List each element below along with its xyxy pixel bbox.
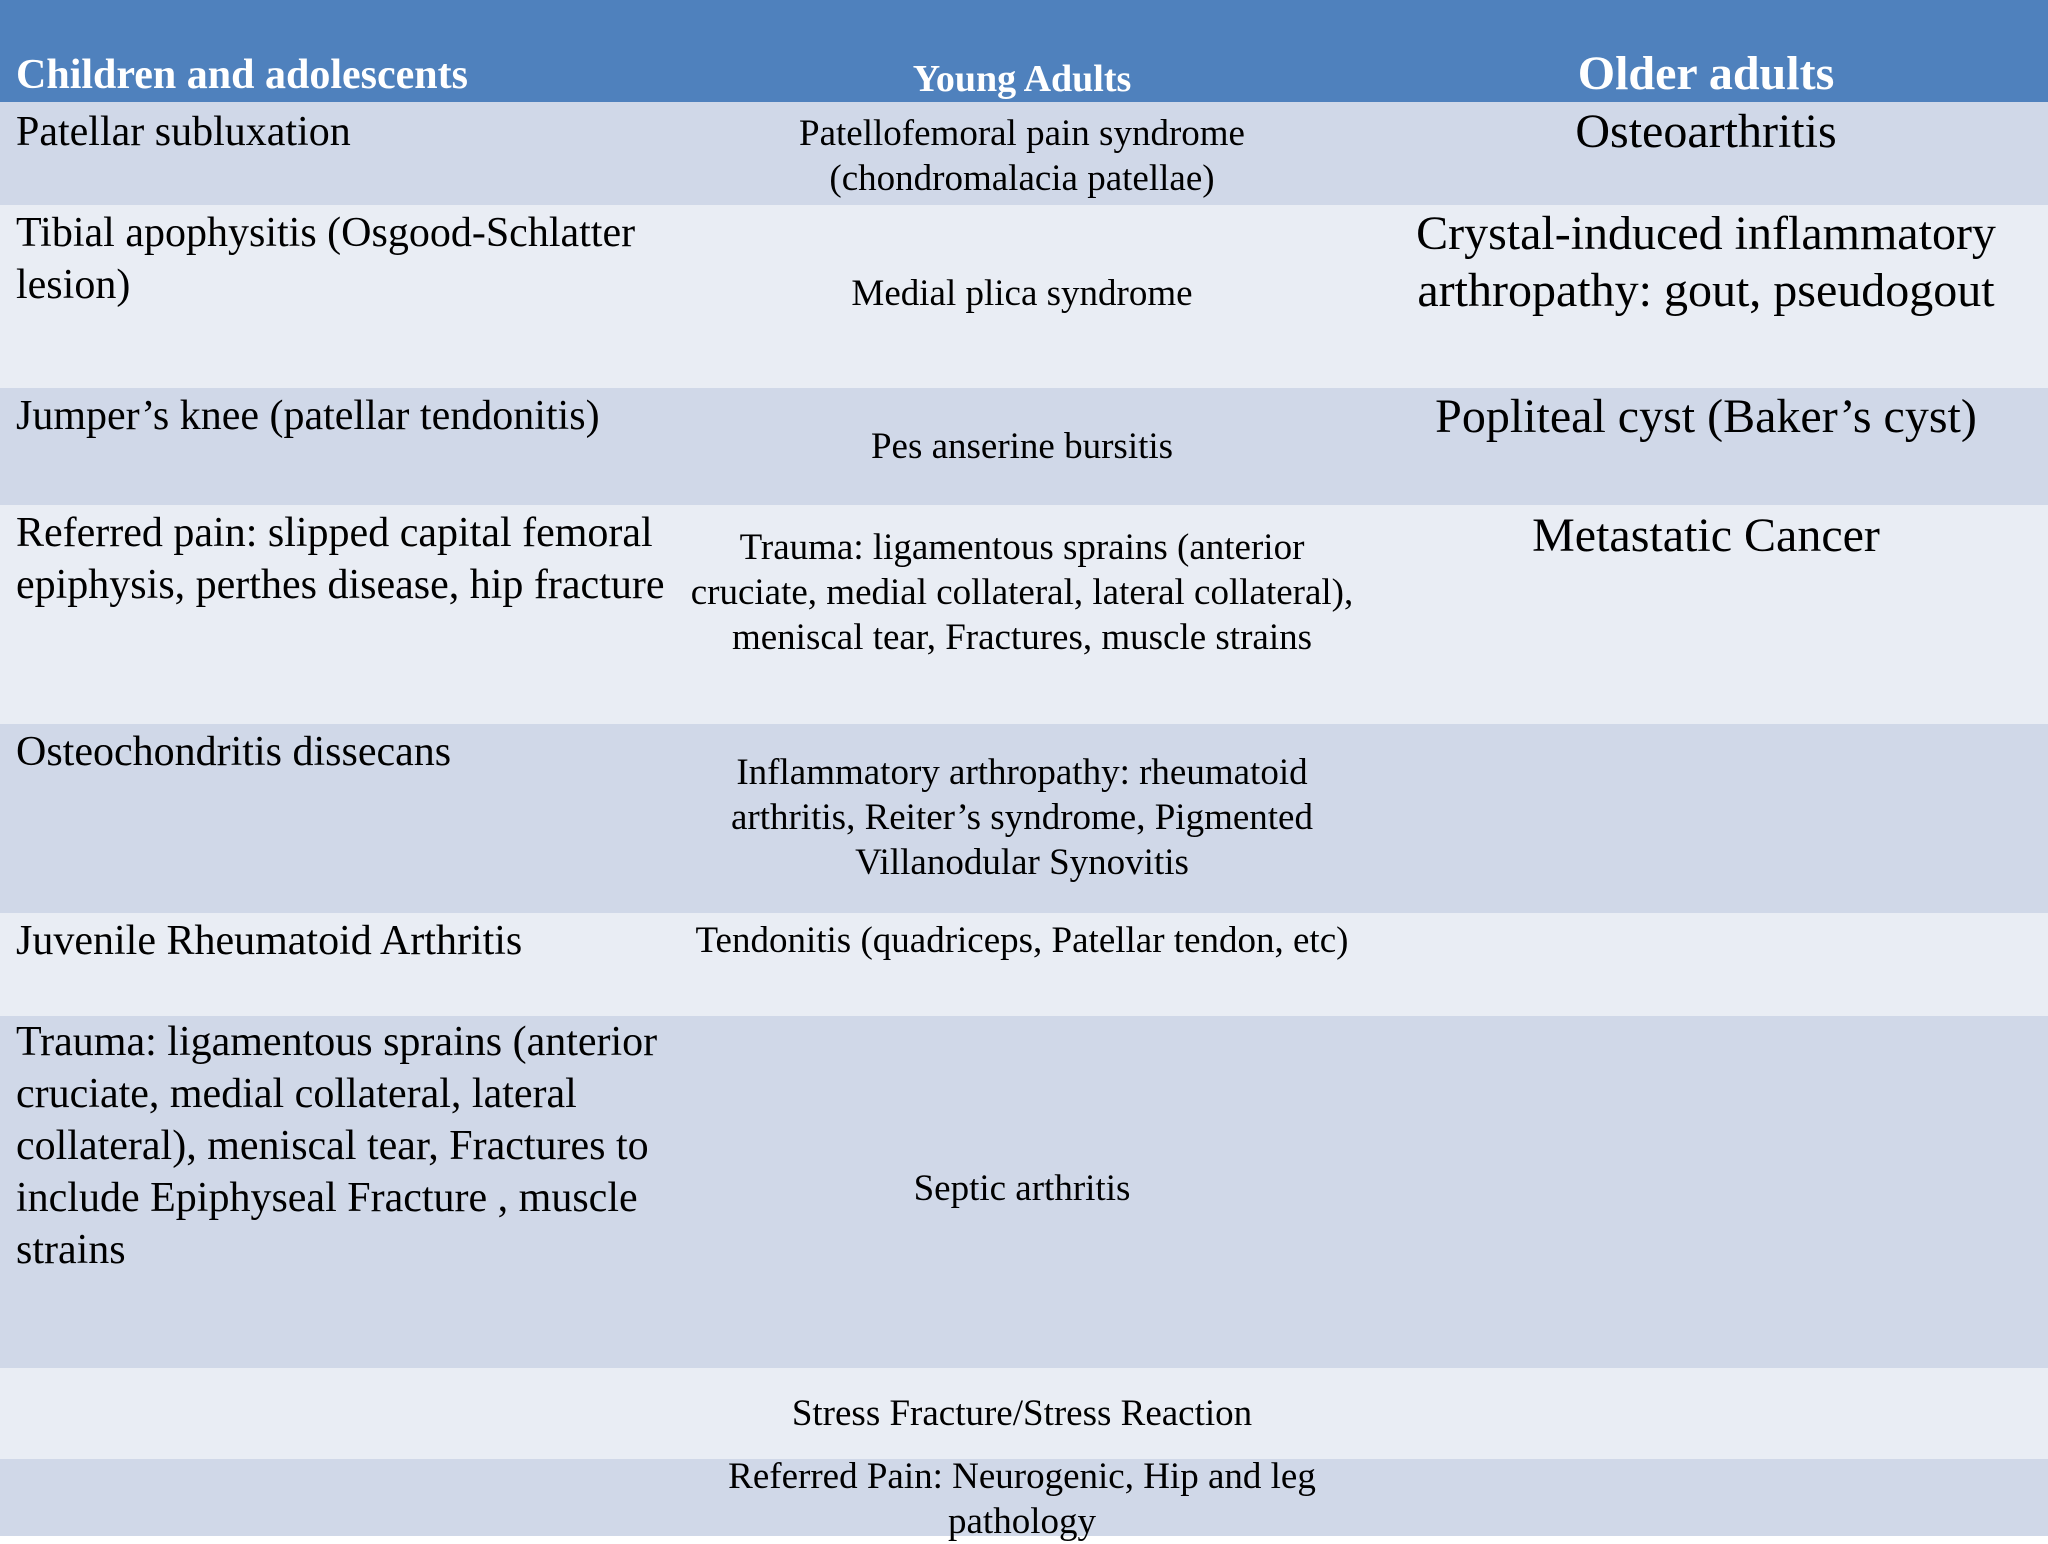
- row-3-children-cell: Jumper’s knee (patellar tendonitis): [16, 393, 600, 439]
- table-row: [0, 913, 2048, 1016]
- row-5-children-cell: Osteochondritis dissecans: [16, 729, 452, 775]
- row-1-older-adults-cell: Osteoarthritis: [1575, 105, 1837, 158]
- table-row: [0, 205, 2048, 388]
- table-row: [0, 102, 2048, 205]
- row-6-young-adults-cell: Tendonitis (quadriceps, Patellar tendon, etc): [695, 920, 1349, 961]
- row-7-children-cell: Trauma: ligamentous sprains (anterior cruciate, medial collateral, lateral collateral), meniscal tear, Fractures to include Epiphyseal Fracture , muscle strains: [16, 1019, 658, 1273]
- row-1-young-adults-cell: Patellofemoral pain syndrome (chondromalacia patellae): [799, 113, 1245, 199]
- row-1-children-cell: Patellar subluxation: [16, 109, 351, 155]
- row-2-children-cell: Tibial apophysitis (Osgood-Schlatter lesion): [16, 210, 636, 308]
- table-row: [0, 505, 2048, 724]
- table-row: [0, 724, 2048, 913]
- table-row: [0, 1368, 2048, 1459]
- table-header-row: [0, 0, 2048, 102]
- table-row: [0, 1456, 2048, 1542]
- row-8-young-adults-cell: Stress Fracture/Stress Reaction: [791, 1393, 1253, 1434]
- row-3-older-adults-cell: Popliteal cyst (Baker’s cyst): [1435, 390, 1977, 443]
- row-4-children-cell: Referred pain: slipped capital femoral epiphysis, perthes disease, hip fracture: [16, 510, 665, 608]
- table-row: [0, 388, 2048, 505]
- row-2-young-adults-cell: Medial plica syndrome: [851, 273, 1193, 314]
- row-5-young-adults-cell: Inflammatory arthropathy: rheumatoid arthritis, Reiter’s syndrome, Pigmented Villanodular Synovitis: [731, 752, 1313, 883]
- row-6-children-cell: Juvenile Rheumatoid Arthritis: [16, 918, 523, 964]
- header-young-adults: Young Adults: [912, 58, 1132, 100]
- header-older-adults: Older adults: [1577, 47, 1835, 100]
- row-9-young-adults-cell: Referred Pain: Neurogenic, Hip and leg pathology: [728, 1456, 1316, 1542]
- row-2-older-adults-cell: Crystal-induced inflammatory arthropathy: gout, pseudogout: [1416, 207, 1996, 317]
- row-4-young-adults-cell: Trauma: ligamentous sprains (anterior cruciate, medial collateral, lateral collateral), meniscal tear, Fractures, muscle strains: [690, 527, 1354, 658]
- header-children-and-adolescents: Children and adolescents: [16, 52, 468, 98]
- row-3-young-adults-cell: Pes anserine bursitis: [870, 426, 1174, 467]
- row-4-older-adults-cell: Metastatic Cancer: [1532, 509, 1880, 562]
- row-7-young-adults-cell: Septic arthritis: [913, 1168, 1131, 1209]
- table-row: [0, 1016, 2048, 1368]
